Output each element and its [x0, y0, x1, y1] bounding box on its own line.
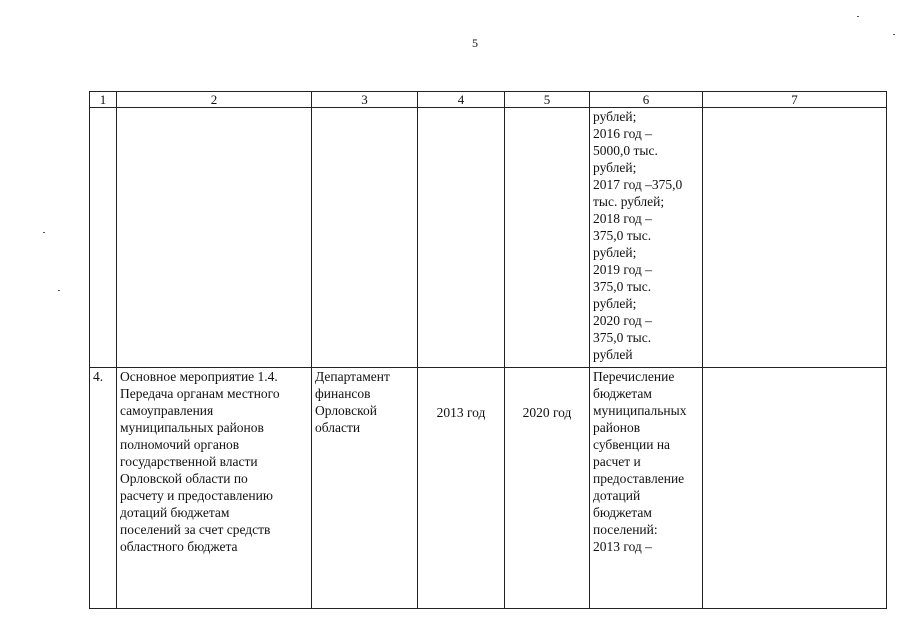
text-line: Орловской — [315, 403, 377, 418]
table-cell — [312, 108, 418, 368]
executor-cell — [312, 368, 418, 609]
text-line: Перечисление — [593, 369, 675, 384]
scan-speck — [857, 16, 859, 17]
end-year-cell: 2020 год — [505, 368, 590, 609]
text-line: 2016 год – — [593, 126, 652, 141]
header-cell-5: 5 — [505, 92, 590, 108]
header-cell-2: 2 — [117, 92, 312, 108]
text-line: субвенции на — [593, 437, 671, 452]
text-line: полномочий органов — [120, 437, 240, 452]
text-line: Передача органам местного — [120, 386, 280, 401]
text-line: бюджетам — [593, 505, 652, 520]
text-line: Основное мероприятие 1.4. — [120, 369, 278, 384]
event-description-cell — [117, 368, 312, 609]
header-cell-3: 3 — [312, 92, 418, 108]
text-line: рублей; — [593, 109, 637, 124]
text-line: 5000,0 тыс. — [593, 143, 658, 158]
header-row — [90, 92, 887, 108]
text-line: поселений: — [593, 522, 658, 537]
table-cell — [703, 108, 887, 368]
text-line: рублей; — [593, 245, 637, 260]
table-cell — [418, 108, 505, 368]
text-line: муниципальных — [593, 403, 687, 418]
header-cell-1: 1 — [90, 92, 117, 108]
funding-continuation-cell — [590, 108, 703, 368]
result-cell — [590, 368, 703, 609]
text-line: 2017 год –375,0 — [593, 177, 683, 192]
text-line: 2019 год – — [593, 262, 652, 277]
text-line: дотаций бюджетам — [120, 505, 230, 520]
table-cell — [505, 108, 590, 368]
header-cell-7: 7 — [703, 92, 887, 108]
text-line: тыс. рублей; — [593, 194, 665, 209]
text-line: рублей — [593, 347, 633, 362]
page-number: 5 — [472, 36, 478, 50]
row-number-cell: 4. — [90, 368, 117, 609]
text-line: рублей; — [593, 160, 637, 175]
table-cell — [90, 108, 117, 368]
text-line: 375,0 тыс. — [593, 279, 652, 294]
text-line: самоуправления — [120, 403, 214, 418]
text-line: 375,0 тыс. — [593, 228, 652, 243]
text-line: рублей; — [593, 296, 637, 311]
text-line: районов — [593, 420, 641, 435]
text-line: 375,0 тыс. — [593, 330, 652, 345]
header-cell-4: 4 — [418, 92, 505, 108]
text-line: расчет и — [593, 454, 641, 469]
table-row-continuation — [90, 108, 887, 368]
table-cell — [117, 108, 312, 368]
program-table — [89, 91, 887, 609]
text-line: государственной власти — [120, 454, 258, 469]
header-cell-6: 6 — [590, 92, 703, 108]
text-line: 2018 год – — [593, 211, 652, 226]
text-line: Орловской области по — [120, 471, 248, 486]
text-line: 2013 год – — [593, 539, 652, 554]
table-row-4 — [90, 368, 887, 609]
scan-speck — [893, 34, 895, 35]
text-line: предоставление — [593, 471, 685, 486]
text-line: 2020 год – — [593, 313, 652, 328]
text-line: расчету и предоставлению — [120, 488, 273, 503]
text-line: областного бюджета — [120, 539, 238, 554]
text-line: бюджетам — [593, 386, 652, 401]
scan-speck — [43, 232, 45, 233]
notes-cell — [703, 368, 887, 609]
start-year-cell: 2013 год — [418, 368, 505, 609]
text-line: дотаций — [593, 488, 641, 503]
text-line: финансов — [315, 386, 371, 401]
scan-speck — [58, 290, 60, 291]
text-line: муниципальных районов — [120, 420, 264, 435]
text-line: Департамент — [315, 369, 390, 384]
text-line: поселений за счет средств — [120, 522, 271, 537]
text-line: области — [315, 420, 361, 435]
